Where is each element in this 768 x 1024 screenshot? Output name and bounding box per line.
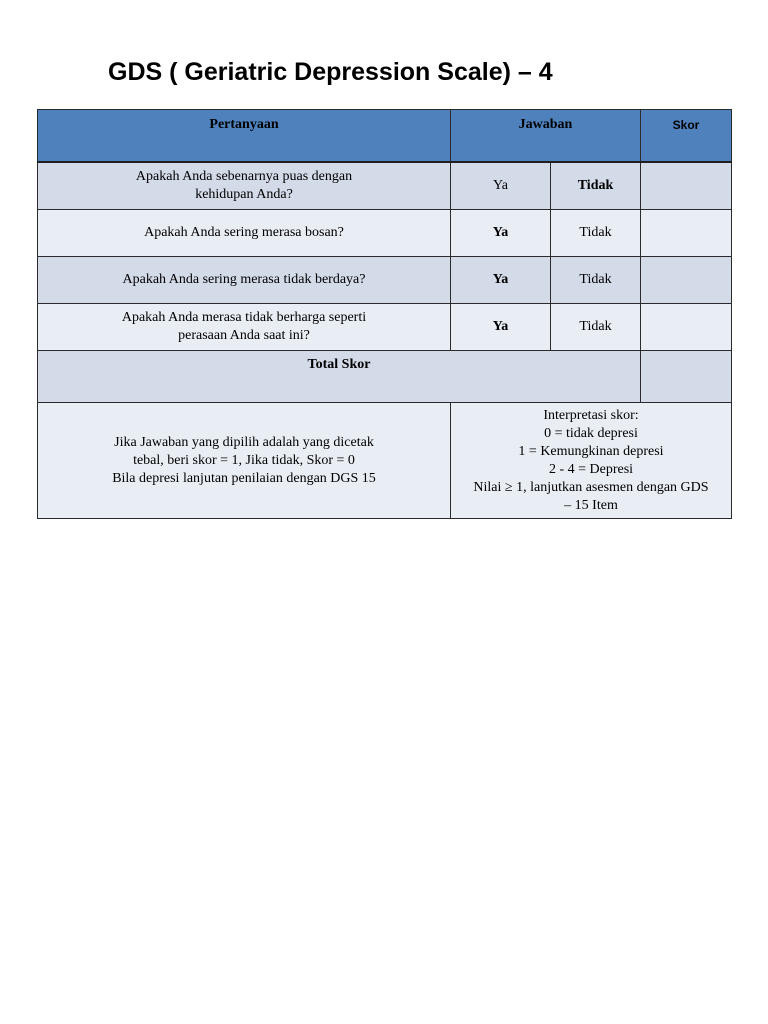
instruction-line: Bila depresi lanjutan penilaian dengan DGS 15 [112,470,376,486]
question-cell [38,304,451,351]
answer-yes: Ya [451,257,551,304]
table-header-row [38,110,732,163]
interpretation-heading: Interpretasi skor: [543,407,639,423]
page-title: GDS ( Geriatric Depression Scale) – 4 [108,58,553,86]
table-row [38,257,732,304]
header-question: Pertanyaan [38,110,451,163]
table-row [38,210,732,257]
interpretation-line: Nilai ≥ 1, lanjutkan asesmen dengan GDS [473,479,709,495]
score-cell[interactable] [641,257,732,304]
question-cell: Apakah Anda sering merasa tidak berdaya? [38,257,451,304]
table-row [38,162,732,210]
score-cell[interactable] [641,210,732,257]
interpretation-line: 2 - 4 = Depresi [548,461,634,477]
interpretation-line: – 15 Item [564,497,618,513]
score-cell[interactable] [641,304,732,351]
header-answer: Jawaban [451,110,641,163]
interpretation-line: 0 = tidak depresi [544,425,638,441]
answer-no: Tidak [551,162,641,210]
answer-no: Tidak [551,257,641,304]
info-row [38,403,732,519]
answer-yes: Ya [451,304,551,351]
total-row [38,351,732,403]
question-text: kehidupan Anda? [195,187,293,202]
answer-yes: Ya [451,210,551,257]
answer-yes: Ya [451,162,551,210]
answer-no: Tidak [551,210,641,257]
header-score: Skor [641,110,732,163]
instruction-line: Jika Jawaban yang dipilih adalah yang dicetak [114,434,374,450]
instruction-line: tebal, beri skor = 1, Jika tidak, Skor = 0 [133,452,355,468]
question-text: perasaan Anda saat ini? [178,328,310,343]
interpretation-cell [451,403,732,519]
total-score-cell[interactable] [641,351,732,403]
question-cell [38,162,451,210]
question-cell: Apakah Anda sering merasa bosan? [38,210,451,257]
total-label: Total Skor [38,351,641,403]
question-text: Apakah Anda sebenarnya puas dengan [135,169,353,184]
table-row [38,304,732,351]
score-cell[interactable] [641,162,732,210]
instructions-cell [38,403,451,519]
answer-no: Tidak [551,304,641,351]
gds-table [37,109,732,519]
interpretation-line: 1 = Kemungkinan depresi [518,443,664,459]
question-text: Apakah Anda merasa tidak berharga seperti [121,310,367,325]
